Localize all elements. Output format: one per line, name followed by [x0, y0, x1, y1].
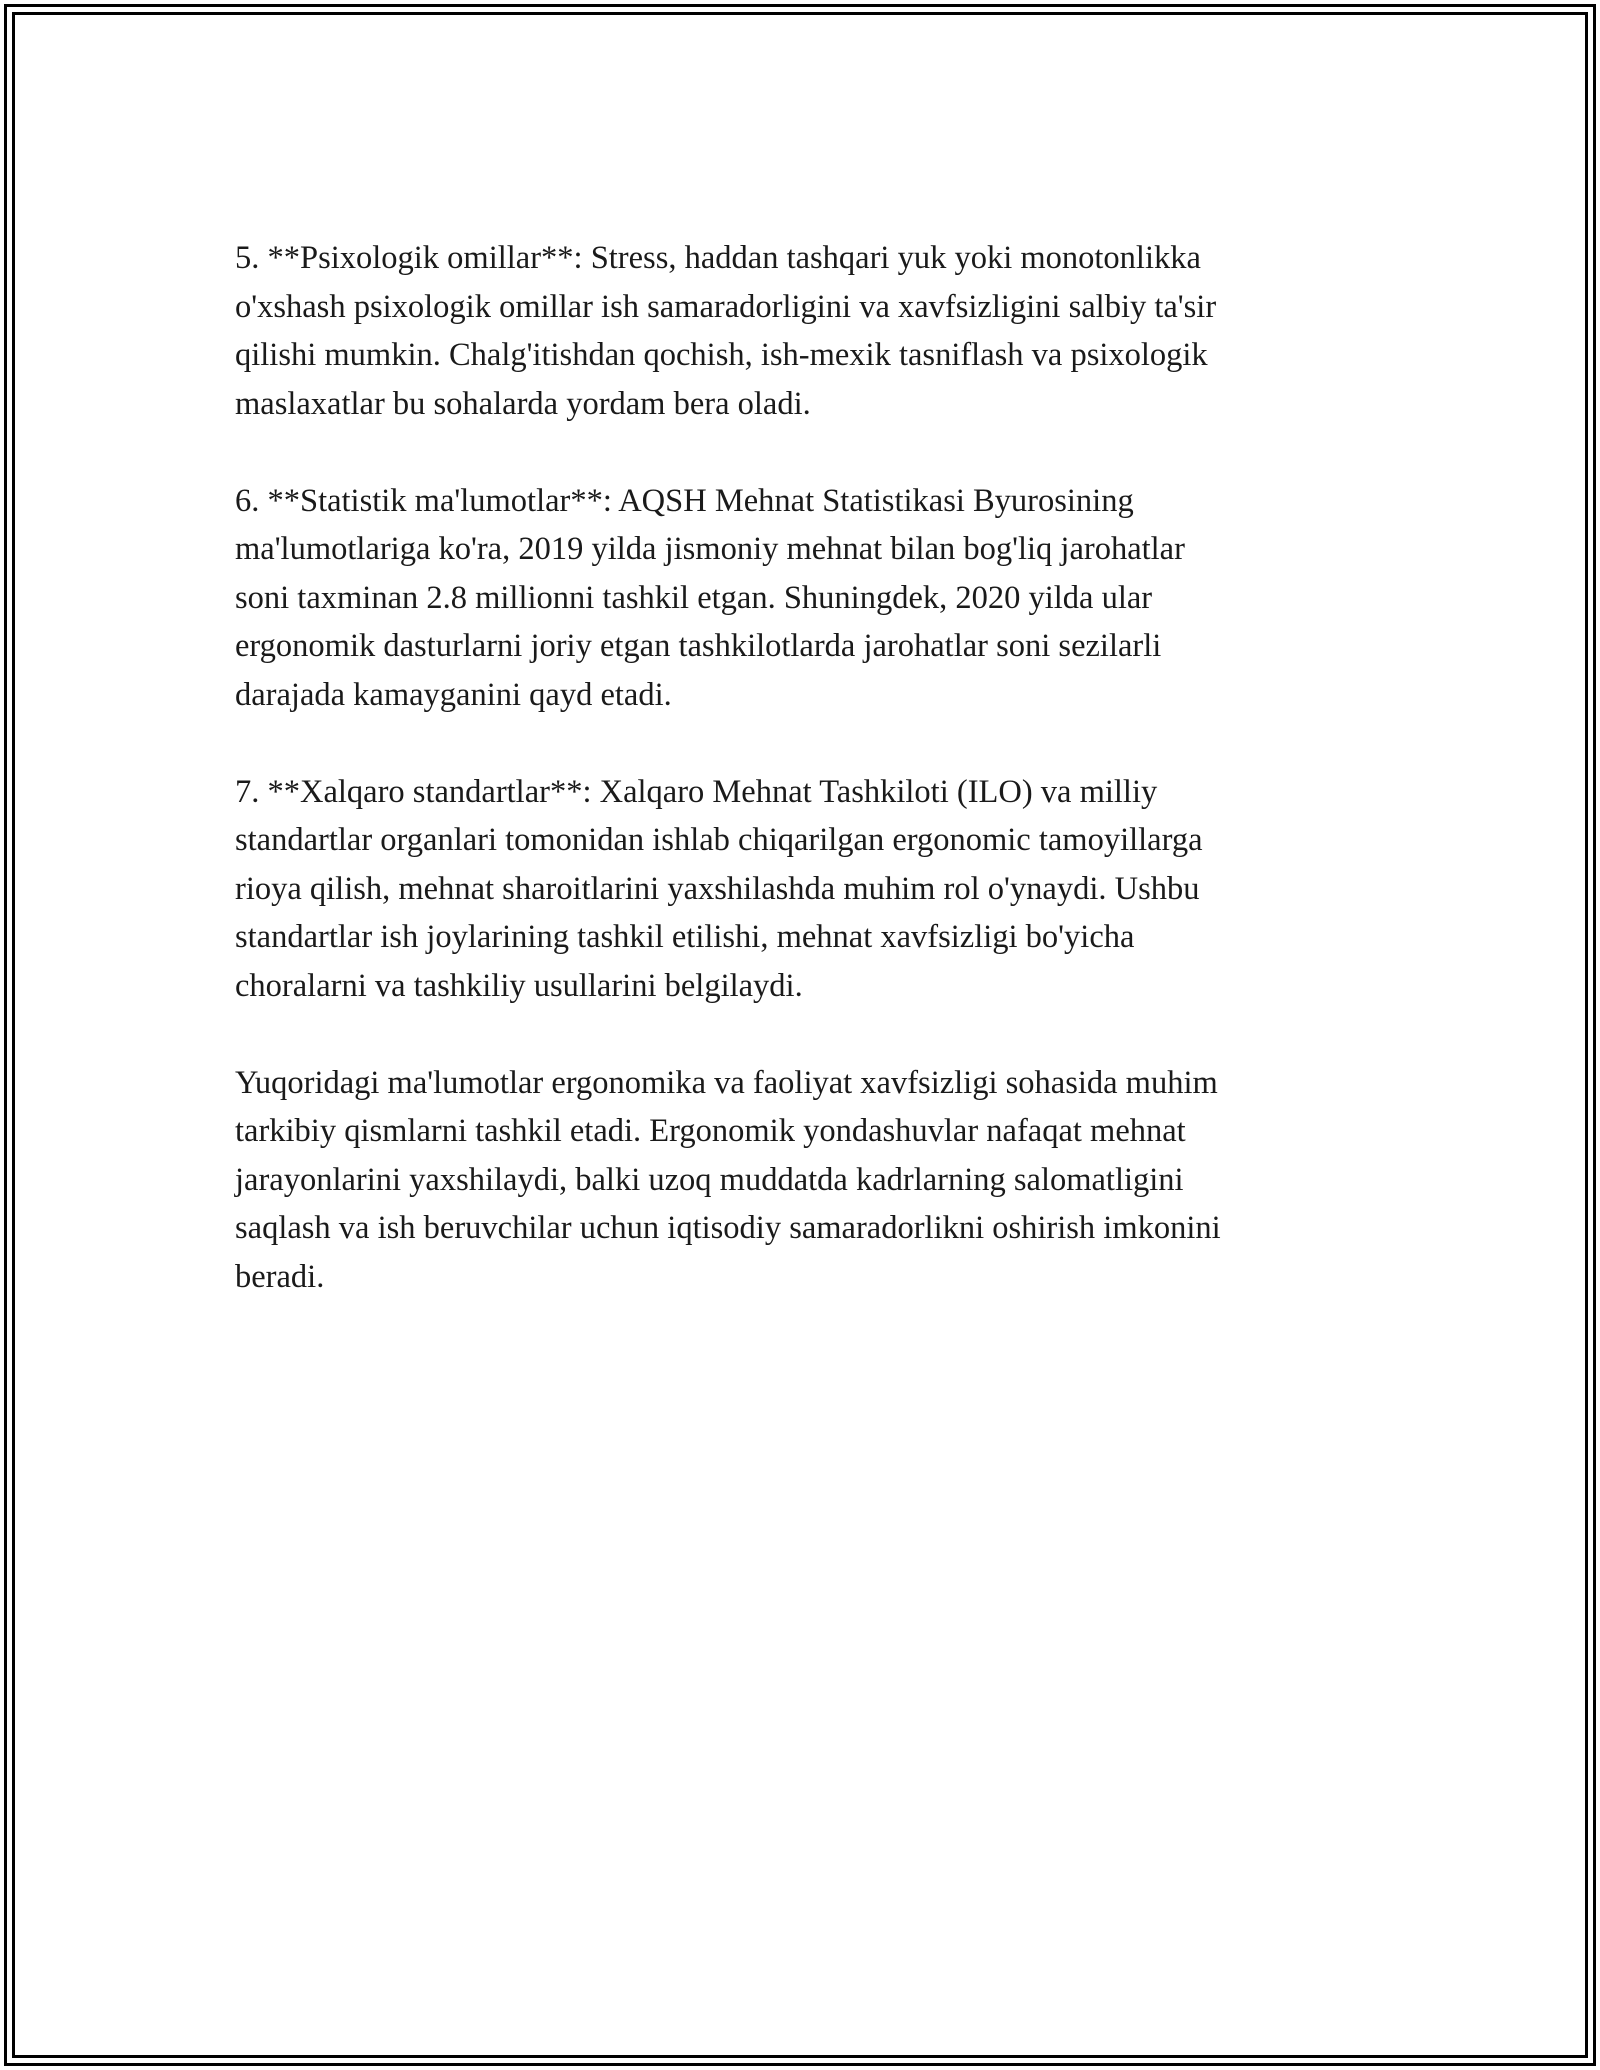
paragraph-conclusion: Yuqoridagi ma'lumotlar ergonomika va faoliyat xavfsizligi sohasida muhim tarkibiy qismlarni tashkil etadi. Ergonomik yondashuvlar nafaqat mehnat jarayonlarini yaxshilaydi, balki uzoq muddatda kadrlarning salomatligini saqlash va ish beruvchilar uchun iqtisodiy samaradorlikni oshirish imkonini beradi.: [235, 1064, 1221, 1295]
paragraph-statistik-malumotlar: 6. **Statistik ma'lumotlar**: AQSH Mehnat Statistikasi Byurosining ma'lumotlariga ko'ra, 2019 yilda jismoniy mehnat bilan bog'liq jarohatlar soni taxminan 2.8 millionni tashkil etgan. Shuningdek, 2020 yilda ular ergonomik dasturlarni joriy etgan tashkilotlarda jarohatlar soni sezilarli darajada kamayganini qayd etadi.: [235, 482, 1185, 713]
paragraph-psixologik-omillar: 5. **Psixologik omillar**: Stress, haddan tashqari yuk yoki monotonlikka o'xshash psixologik omillar ish samaradorligini va xavfsizligini salbiy ta'sir qilishi mumkin. Chalg'itishdan qochish, ish-mexik tasniflash va psixologik maslaxatlar bu sohalarda yordam bera oladi.: [235, 240, 1217, 422]
document-body: [235, 234, 1365, 1350]
paragraph-xalqaro-standartlar: 7. **Xalqaro standartlar**: Xalqaro Mehnat Tashkiloti (ILO) va milliy standartlar organlari tomonidan ishlab chiqarilgan ergonomic tamoyillarga rioya qilish, mehnat sharoitlarini yaxshilashda muhim rol o'ynaydi. Ushbu standartlar ish joylarining tashkil etilishi, mehnat xavfsizligi bo'yicha choralarni va tashkiliy usullarini belgilaydi.: [235, 773, 1203, 1004]
